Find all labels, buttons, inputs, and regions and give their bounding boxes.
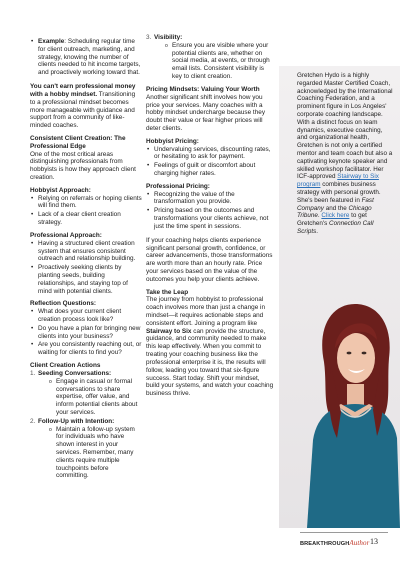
example-item — [38, 38, 142, 77]
list-item: • Feelings of guilt or discomfort about charging higher rates. — [154, 162, 274, 178]
mindset-text: Transitioning to a professional mindset becomes more manageable with guidance and support from a community of like-minded coaches. — [30, 90, 136, 130]
actions-heading: Client Creation Actions — [30, 362, 101, 370]
leap-paragraph — [146, 296, 274, 398]
reflection-heading: Reflection Questions: — [30, 300, 97, 308]
list-item: • Relying on referrals or hoping clients will find them. — [38, 195, 142, 211]
help-paragraph: If your coaching helps clients experience significant personal growth, confidence, or career advancements, those transformations are worth more than an hourly rate. Price your services based on the value of the outcomes you help your clients achieve. — [146, 236, 273, 283]
hobbyist-list — [30, 195, 142, 227]
footer-divider — [300, 532, 388, 533]
list-item: • Lack of a clear client creation strategy. — [38, 211, 142, 227]
example-list — [30, 38, 142, 77]
publication-name: Fast Company — [297, 196, 374, 212]
mindset-paragraph — [30, 83, 142, 130]
professional-pricing-list — [146, 191, 274, 231]
consistent-text: One of the most critical areas distinguishing professionals from hobbyists is how they approach client creation. — [30, 150, 136, 181]
list-item: • Are you consistently reaching out, or waiting for clients to find you? — [38, 341, 142, 357]
bio-text: to get Gretchen's — [297, 212, 367, 228]
action-sublist — [38, 426, 142, 481]
magazine-logo — [300, 539, 369, 548]
action-detail: o Engage in casual or formal conversations to share expertise, offer value, and inform potential clients about your services. — [56, 378, 142, 417]
action-title: Seeding Conversations: — [38, 369, 112, 377]
list-item: • Proactively seeking clients by planting seeds, building relationships, and staying top of mind with potential clients. — [38, 264, 142, 295]
click-here-link[interactable]: Click here — [321, 212, 350, 220]
action-number: 2. — [30, 417, 36, 425]
consistent-heading: Consistent Client Creation: The Professional Edge — [30, 134, 126, 150]
actions-list — [30, 370, 142, 480]
hobbyist-heading: Hobbyist Approach: — [30, 186, 91, 194]
author-bio — [297, 72, 393, 236]
list-item: • Recognizing the value of the transformation you provide. — [154, 191, 274, 207]
bio-text: . — [316, 227, 318, 235]
action-number: 3. — [146, 34, 152, 41]
visibility-list — [146, 34, 274, 81]
leap-program-name: Stairway to Six — [146, 327, 192, 335]
reflection-list — [30, 308, 142, 357]
list-item: • Undervaluing services, discounting rates, or hesitating to ask for payment. — [154, 146, 274, 162]
action-detail: o Ensure you are visible where your potential clients are, whether on social media, at events, or through email lists. Consistent visibility is key to client creation. — [172, 42, 274, 81]
list-item: • What does your current client creation process look like? — [38, 308, 142, 324]
leap-heading: Take the Leap — [146, 288, 189, 296]
mindset-bold: You can't earn professional money with a hobby mindset. — [30, 83, 136, 98]
logo-accent: Author — [349, 539, 370, 547]
action-item — [30, 369, 142, 417]
bio-text: and the — [323, 204, 349, 212]
hobbyist-pricing-list — [146, 146, 274, 178]
action-detail: o Maintain a follow-up system for individuals who have shown interest in your services. Remember, many clients require multiple touchpoints before committing. — [56, 426, 142, 481]
leap-text-2: can provide the structure, guidance, and community needed to make this leap effectively. When you commit to treating your coaching business like the professional enterprise it is, the results will follow, leading you toward that six-figure success. Start today. Shift your mindset, build your systems, and watch your coaching business thrive. — [146, 327, 274, 398]
list-item: • Having a structured client creation system that ensures consistent outreach and relationship building. — [38, 240, 142, 263]
professional-pricing-heading: Professional Pricing: — [146, 182, 210, 190]
scripts-title: Connection Call Scripts — [297, 220, 374, 235]
action-number: 1. — [30, 369, 36, 377]
action-sublist — [154, 42, 274, 81]
list-item: • Pricing based on the outcomes and transformations your clients achieve, not just the time spent in sessions. — [154, 207, 274, 230]
pricing-text: Another significant shift involves how you price your services. Many coaches with a hobby mindset undercharge because they doubt their value or fear higher prices will deter clients. — [146, 93, 266, 132]
bio-text: combines business strategy with personal growth. She's been featured in — [297, 181, 381, 204]
logo-main: BREAKTHROUGH — [300, 541, 350, 547]
professional-list — [30, 240, 142, 296]
middle-column — [146, 34, 274, 398]
action-title: Follow-Up with Intention: — [38, 417, 115, 425]
action-item — [146, 34, 274, 81]
bio-text: . — [317, 212, 322, 220]
action-title: Visibility: — [154, 34, 183, 41]
professional-heading: Professional Approach: — [30, 231, 102, 239]
hobbyist-pricing-heading: Hobbyist Pricing: — [146, 137, 199, 145]
bio-text: Gretchen Hydo is a highly regarded Master Certified Coach, acknowledged by the International Coaching Federation, and a prominent figure in Los Angeles' corporate coaching landscape. With a distinct focus on team dynamics, executive coaching, and organizational health, Gretchen is not only a certified mentor and team coach but also a captivating keynote speaker and skilled workshop facilitator. Her ICF-approved — [297, 72, 393, 181]
action-sublist — [38, 378, 142, 417]
example-label: Example — [38, 38, 65, 45]
action-item — [30, 417, 142, 481]
left-column — [30, 38, 142, 481]
page-number: 13 — [370, 537, 378, 546]
pricing-heading: Pricing Mindsets: Valuing Your Worth — [146, 85, 260, 93]
publication-name: Chicago Tribune — [297, 204, 372, 220]
program-link[interactable]: Stairway to Six program — [297, 173, 379, 189]
leap-text-1: The journey from hobbyist to professional coach involves more than just a change in mindset—it requires actionable steps and consistent effort. Joining a program like — [146, 296, 266, 327]
list-item: • Do you have a plan for bringing new clients into your business? — [38, 325, 142, 341]
example-text: : Scheduling regular time for client outreach, marketing, and strategy, knowing the number of clients needed to hit income targets, and proactively working toward that. — [38, 38, 141, 77]
